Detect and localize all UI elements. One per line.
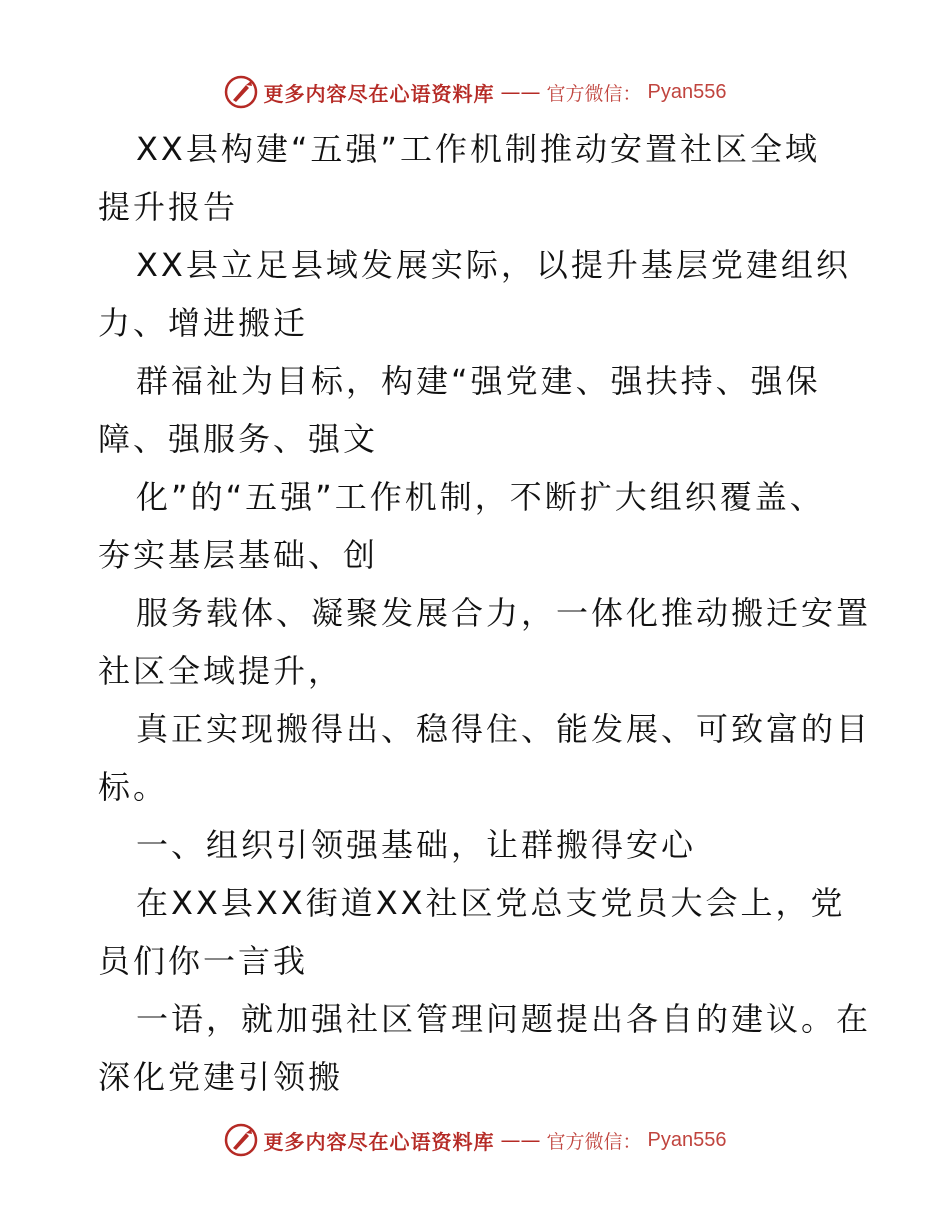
header-watermark-banner	[0, 70, 950, 114]
footer-banner-text: 更多内容尽在心语资料库	[263, 1129, 495, 1154]
footer-banner-wechat: Pyan556	[647, 1128, 727, 1151]
document-line: 在XX县XX街道XX社区党总支党员大会上，党	[136, 884, 846, 922]
document-line: XX县立足县域发展实际，以提升基层党建组织	[136, 246, 851, 284]
document-line: 提升报告	[98, 188, 239, 226]
document-line: 力、增进搬迁	[98, 304, 309, 342]
footer-banner-note: 官方微信：	[546, 1130, 642, 1153]
document-line: 一语，就加强社区管理问题提出各自的建议。在	[136, 1000, 872, 1038]
document-line: 标。	[98, 768, 169, 806]
document-line: 化”的“五强”工作机制，不断扩大组织覆盖、	[136, 478, 825, 516]
document-line: 群福祉为目标，构建“强党建、强扶持、强保	[136, 362, 821, 400]
feather-pen-logo-icon	[224, 75, 258, 109]
header-banner-text: 更多内容尽在心语资料库	[263, 81, 495, 106]
document-paragraph	[98, 468, 858, 584]
document-paragraph	[98, 584, 872, 700]
document-line: XX县构建“五强”工作机制推动安置社区全域	[136, 130, 821, 168]
document-paragraph	[98, 874, 858, 990]
document-paragraph	[98, 990, 872, 1106]
document-line: 一、组织引领强基础，让群搬得安心	[136, 826, 697, 864]
document-line: 真正实现搬得出、稳得住、能发展、可致富的目	[136, 710, 872, 748]
document-line: 服务载体、凝聚发展合力，一体化推动搬迁安置	[136, 594, 872, 632]
document-paragraph	[98, 352, 858, 468]
header-banner-separator: ——	[500, 80, 541, 104]
document-body	[98, 120, 872, 1106]
document-paragraph	[98, 236, 858, 352]
header-banner-wechat: Pyan556	[647, 80, 727, 103]
footer-banner-separator: ——	[500, 1128, 541, 1152]
document-line: 员们你一言我	[98, 942, 309, 980]
document-line: 障、强服务、强文	[98, 420, 379, 458]
document-paragraph	[98, 700, 872, 816]
section-heading	[98, 816, 858, 874]
document-line: 社区全域提升，	[98, 652, 344, 690]
footer-watermark-banner	[0, 1118, 950, 1162]
feather-pen-logo-icon	[224, 1123, 258, 1157]
document-line: 深化党建引领搬	[98, 1058, 344, 1096]
document-line: 夯实基层基础、创	[98, 536, 379, 574]
header-banner-note: 官方微信：	[546, 82, 642, 105]
document-title-paragraph	[98, 120, 858, 236]
